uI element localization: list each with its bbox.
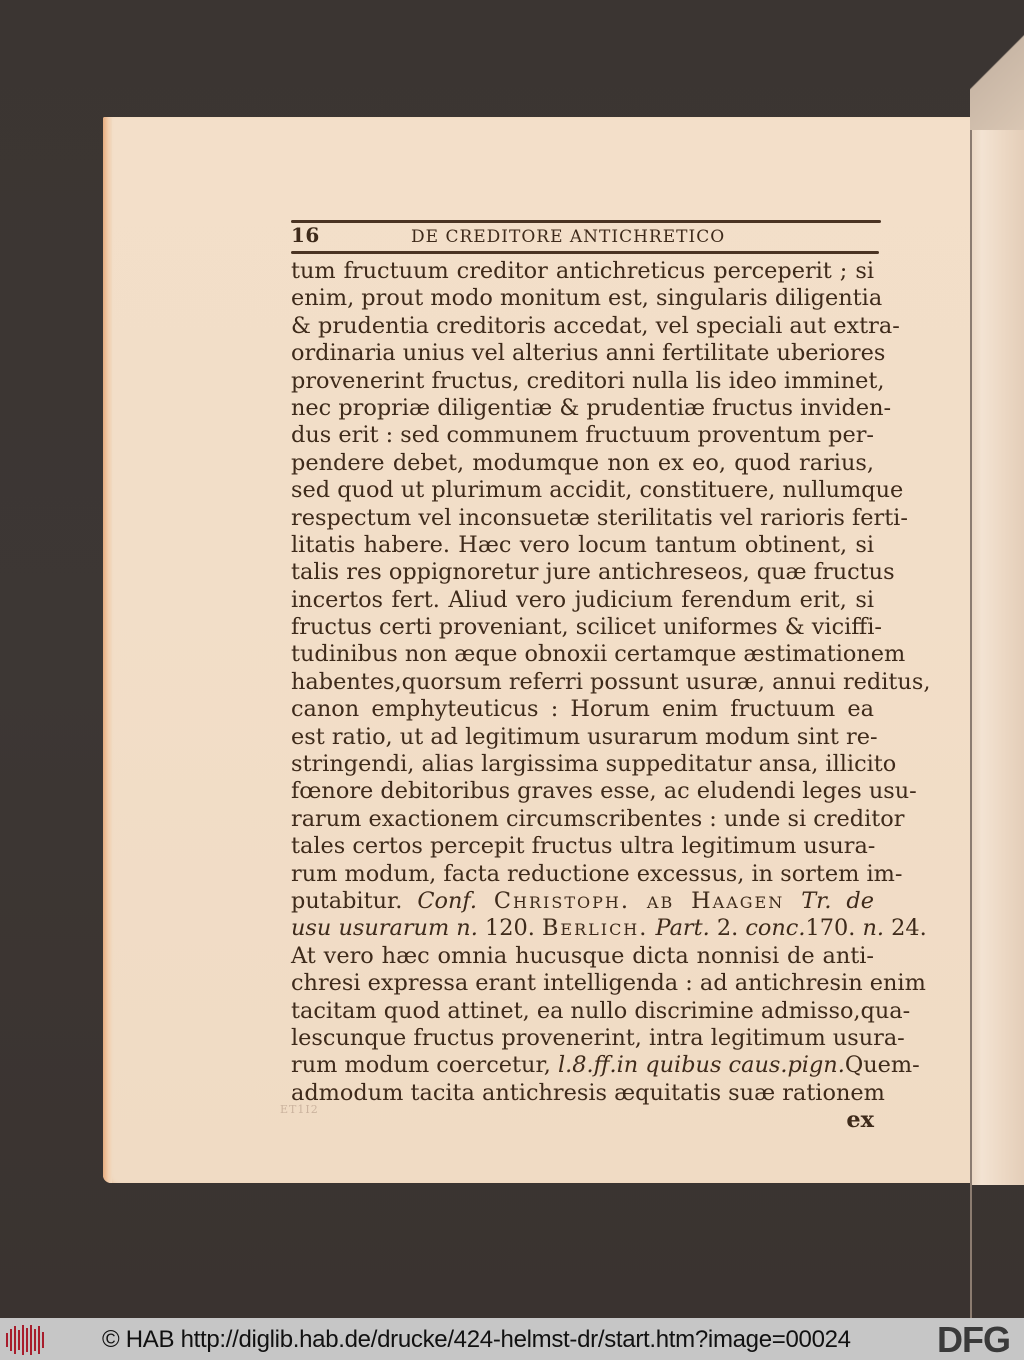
text-line: nec propriæ diligentiæ & prudentiæ fructus inviden-	[291, 394, 892, 421]
text-line: & prudentia creditoris accedat, vel speciali aut extra-	[291, 312, 900, 339]
text-line: tales certos percepit fructus ultra legitimum usura-	[291, 833, 876, 860]
citation-work: usu usurarum n.	[291, 915, 478, 942]
text-line: pendere debet, modumque non ex eo, quod rarius,	[291, 449, 874, 476]
text-line: est ratio, ut ad legitimum usurarum modum sint re-	[291, 723, 878, 750]
text-line: sed quod ut plurimum accidit, constituere, nullumque	[291, 477, 904, 504]
citation-conf: Conf.	[417, 887, 477, 914]
dfg-logo-icon[interactable]: DFG	[937, 1319, 1010, 1360]
catchword: ex	[846, 1107, 874, 1134]
gutter-line	[970, 130, 972, 1318]
text-line: respectum vel inconsuetæ sterilitatis vel rarioris ferti-	[291, 504, 908, 531]
text-line: fructus certi proveniant, scilicet uniformes & viciffi-	[291, 614, 882, 641]
header-rule-bottom	[291, 251, 879, 254]
adjacent-page-edge	[970, 0, 1024, 1318]
adjacent-page-corner	[970, 0, 1024, 130]
citation-author: Berlich.	[541, 915, 649, 942]
citation-number: 120.	[477, 915, 542, 942]
text-line: rarum exactionem circumscribentes : unde si creditor	[291, 805, 905, 832]
citation-number: 2.	[709, 915, 746, 942]
text-line: stringendi, alias largissima suppeditatur ansa, illicito	[291, 751, 897, 778]
citation-n: n.	[855, 915, 884, 942]
copyright-url[interactable]: © HAB http://diglib.hab.de/drucke/424-helmst-dr/start.htm?image=00024	[102, 1326, 851, 1353]
footer-bar	[0, 1318, 1024, 1360]
text-line: incertos fert. Aliud vero judicium ferendum erit, si	[291, 586, 874, 613]
text-line: admodum tacita antichresis æquitatis suæ rationem	[291, 1079, 885, 1106]
text-line: enim, prout modo monitum est, singularis diligentia	[291, 285, 883, 312]
text-line: tudinibus non æque obnoxii certamque æstimationem	[291, 641, 906, 668]
text-line: ordinaria unius vel alterius anni fertilitate uberiores	[291, 340, 886, 367]
text-line-law-ref	[291, 1052, 920, 1079]
hab-logo-icon[interactable]	[6, 1324, 46, 1356]
citation-conc: conc.	[745, 915, 806, 942]
citation-line	[291, 888, 874, 915]
page-number: 16	[291, 223, 320, 247]
body-text	[291, 258, 931, 1135]
citation-number: 24.	[883, 915, 927, 942]
running-head: DE CREDITORE ANTICHRETICO	[411, 227, 726, 247]
text-line: At vero hæc omnia hucusque dicta nonnisi de anti-	[291, 942, 874, 969]
text-line: lescunque fructus provenerint, intra legitimum usura-	[291, 1024, 905, 1051]
text-line: provenerint fructus, creditori nulla lis ideo imminet,	[291, 367, 885, 394]
page-header	[291, 223, 881, 251]
citation-part: Part.	[648, 915, 710, 942]
citation-text: putabitur.	[291, 887, 418, 914]
text-line: rum modum, facta reductione excessus, in sortem im-	[291, 860, 903, 887]
text-line: chresi expressa erant intelligenda : ad antichresin enim	[291, 970, 926, 997]
text-segment: Quem-	[844, 1052, 920, 1079]
citation-line	[291, 915, 927, 942]
adjacent-page-strip	[970, 130, 1024, 1185]
citation-work: Tr. de	[801, 887, 875, 914]
law-reference: l.8.ff.in quibus caus.pign.	[557, 1052, 845, 1079]
page-text-block	[291, 214, 931, 1135]
citation-author: Christoph. ab Haagen	[476, 887, 802, 914]
page-left-edge	[103, 117, 112, 1183]
citation-number: 170.	[805, 915, 856, 942]
show-through-text: ET1I2	[280, 1103, 319, 1116]
text-line: habentes,quorsum referri possunt usuræ, annui reditus,	[291, 668, 931, 695]
text-line: tacitam quod attinet, ea nullo discrimine admisso,qua-	[291, 997, 911, 1024]
text-line: litatis habere. Hæc vero locum tantum obtinent, si	[291, 531, 874, 558]
text-line: dus erit : sed communem fructuum proventum per-	[291, 422, 874, 449]
text-line: fœnore debitoribus graves esse, ac eludendi leges usu-	[291, 778, 917, 805]
text-line: talis res oppignoretur jure antichreseos, quæ fructus	[291, 559, 895, 586]
text-segment: rum modum coercetur,	[291, 1052, 558, 1079]
text-line: canon emphyteuticus : Horum enim fructuum ea	[291, 696, 874, 723]
text-line: tum fructuum creditor antichreticus perceperit ; si	[291, 258, 874, 284]
